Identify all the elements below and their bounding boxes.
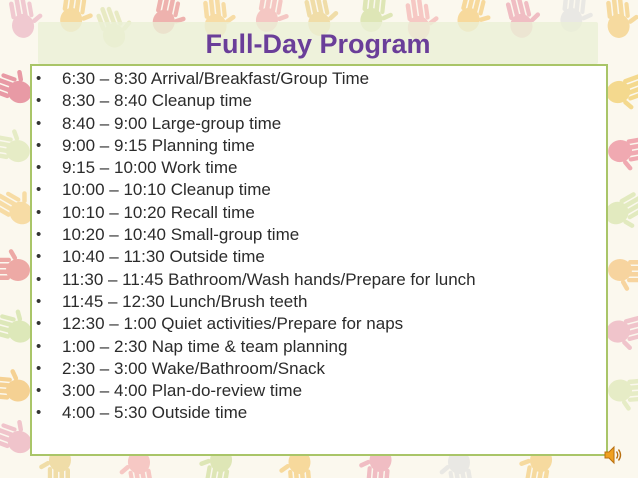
bullet-icon: • xyxy=(36,382,42,400)
bullet-icon: • xyxy=(36,248,42,266)
schedule-entry: 3:00 – 4:00 Plan-do-review time xyxy=(62,381,303,401)
speaker-icon[interactable] xyxy=(602,444,624,466)
list-item xyxy=(36,402,476,424)
bullet-icon: • xyxy=(36,359,42,377)
schedule-entry: 6:30 – 8:30 Arrival/Breakfast/Group Time xyxy=(62,69,370,88)
list-item xyxy=(36,135,476,157)
schedule-entry: 10:20 – 10:40 Small-group time xyxy=(62,225,300,245)
schedule-entry: 4:00 – 5:30 Outside time xyxy=(62,403,248,423)
schedule-entry: 8:30 – 8:40 Cleanup time xyxy=(62,91,252,111)
schedule-entry: 11:45 – 12:30 Lunch/Brush teeth xyxy=(62,291,308,311)
bullet-icon: • xyxy=(36,181,42,199)
schedule-list xyxy=(36,68,476,425)
bullet-icon: • xyxy=(36,315,42,333)
bullet-icon: • xyxy=(36,70,42,87)
bullet-icon: • xyxy=(36,203,42,221)
bullet-icon: • xyxy=(36,136,42,154)
bullet-icon: • xyxy=(36,226,42,244)
schedule-entry: 9:00 – 9:15 Planning time xyxy=(62,135,255,155)
bullet-icon: • xyxy=(36,292,42,310)
bullet-icon: • xyxy=(36,337,42,355)
bullet-icon: • xyxy=(36,404,42,422)
schedule-entry: 10:40 – 11:30 Outside time xyxy=(62,247,265,267)
list-item xyxy=(36,336,476,358)
list-item xyxy=(36,246,476,268)
list-item xyxy=(36,202,476,224)
schedule-entry: 1:00 – 2:30 Nap time & team planning xyxy=(62,336,348,356)
list-item xyxy=(36,179,476,201)
bullet-icon: • xyxy=(36,114,42,132)
list-item xyxy=(36,358,476,380)
list-item xyxy=(36,380,476,402)
list-item xyxy=(36,224,476,246)
slide-title: Full-Day Program xyxy=(205,29,431,59)
list-item xyxy=(36,90,476,112)
bullet-icon: • xyxy=(36,270,42,288)
schedule-entry: 9:15 – 10:00 Work time xyxy=(62,158,238,178)
schedule-entry: 10:10 – 10:20 Recall time xyxy=(62,202,255,222)
schedule-entry: 12:30 – 1:00 Quiet activities/Prepare for naps xyxy=(62,314,404,334)
list-item xyxy=(36,113,476,135)
list-item xyxy=(36,269,476,291)
bullet-icon: • xyxy=(36,159,42,177)
list-item xyxy=(36,313,476,335)
schedule-entry: 10:00 – 10:10 Cleanup time xyxy=(62,180,271,200)
list-item xyxy=(36,291,476,313)
schedule-entry: 11:30 – 11:45 Bathroom/Wash hands/Prepare for lunch xyxy=(62,269,476,289)
bullet-icon: • xyxy=(36,92,42,110)
list-item xyxy=(36,68,476,90)
list-item xyxy=(36,157,476,179)
schedule-entry: 8:40 – 9:00 Large-group time xyxy=(62,113,282,133)
schedule-entry: 2:30 – 3:00 Wake/Bathroom/Snack xyxy=(62,358,326,378)
